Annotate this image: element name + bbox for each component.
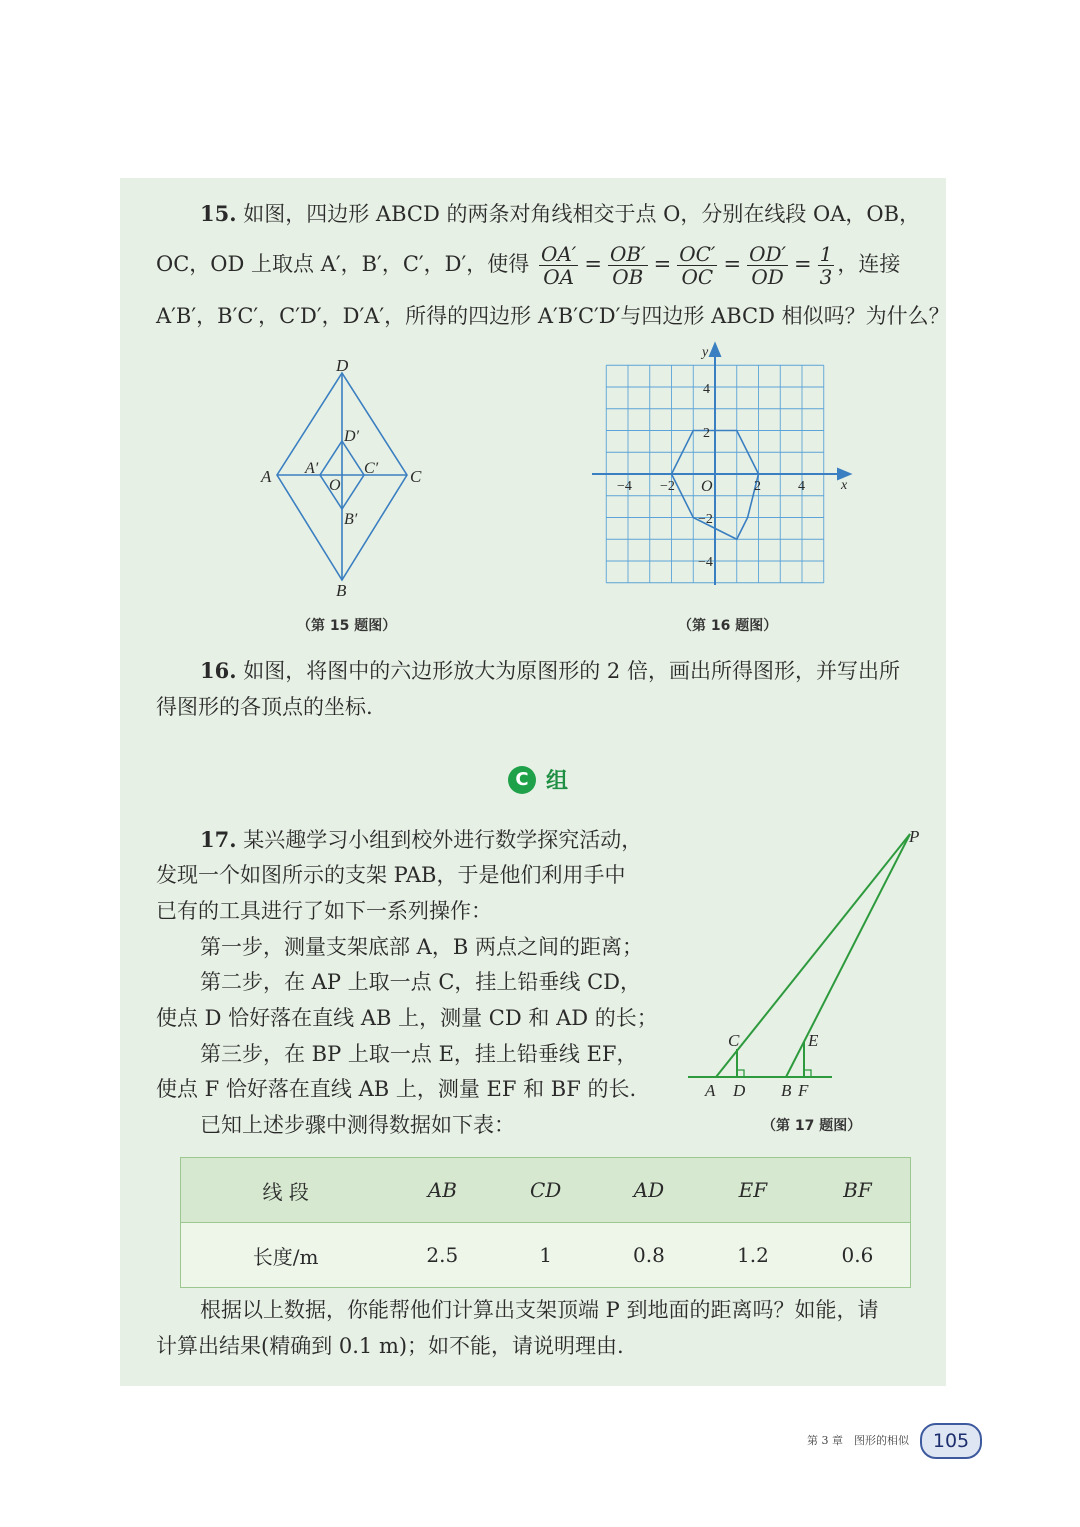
label-a: A [705, 1081, 716, 1100]
label-d: D [336, 356, 349, 375]
label-d: D [733, 1081, 746, 1100]
table-header: AD [597, 1158, 701, 1223]
problem-17-number: 17. [200, 827, 237, 852]
x-axis-label: x [841, 478, 848, 493]
equals-sign: = [653, 252, 672, 276]
problem-16-number: 16. [200, 658, 237, 683]
page-number: 105 [920, 1423, 982, 1459]
problem-15-text-2: OC，OD 上取点 A′，B′，C′，D′，使得 [156, 252, 530, 276]
tick-x-4: 4 [798, 479, 805, 494]
label-b-prime: B′ [344, 511, 358, 528]
table-header: EF [701, 1158, 805, 1223]
figure-16-grid [590, 340, 860, 590]
table-cell: 2.5 [426, 1243, 459, 1267]
problem-15-line-2 [156, 240, 900, 288]
tick-x-neg2: −2 [660, 479, 675, 494]
problem-17-table-intro: 已知上述步骤中测得数据如下表： [200, 1113, 515, 1137]
problem-17-question-2: 计算出结果(精确到 0.1 m)；如不能，请说明理由. [156, 1334, 624, 1358]
label-c-prime: C′ [364, 460, 379, 477]
label-a: A [261, 467, 272, 486]
right-angle-f [804, 1070, 811, 1077]
tick-x-2: 2 [754, 479, 761, 494]
table-header: AB [390, 1158, 494, 1223]
table-header-row [181, 1158, 911, 1223]
table-header: BF [805, 1158, 911, 1223]
table-cell: 0.8 [632, 1243, 665, 1267]
problem-16-text-1: 如图，将图中的六边形放大为原图形的 2 倍，画出所得图形，并写出所 [243, 659, 900, 683]
figure-16-caption: （第 16 题图） [678, 618, 778, 634]
problem-17-question-1: 根据以上数据，你能帮他们计算出支架顶端 P 到地面的距离吗？如能，请 [200, 1298, 879, 1322]
problem-17-text-1: 某兴趣学习小组到校外进行数学探究活动， [243, 828, 643, 852]
label-b: B [781, 1081, 792, 1100]
problem-17-step-3: 第三步，在 BP 上取一点 E，挂上铅垂线 EF， [200, 1042, 638, 1066]
table-row-label: 长度/m [252, 1244, 319, 1269]
equals-sign: = [723, 252, 742, 276]
equals-sign: = [794, 252, 812, 276]
origin-label: O [701, 478, 713, 495]
problem-17-step-2: 第二步，在 AP 上取一点 C，挂上铅垂线 CD， [200, 970, 641, 994]
tick-y-2: 2 [703, 426, 710, 441]
group-c-badge: C [508, 766, 536, 794]
tick-y-neg4: −4 [698, 555, 713, 570]
line-bp [786, 834, 910, 1077]
problem-16-line-2: 得图形的各顶点的坐标. [156, 695, 373, 719]
fraction-ob: $\frac{OB'}{OB}$ [609, 242, 646, 289]
chapter-footer: 第 3 章 图形的相似 [807, 1434, 909, 1447]
table-cell: 1.2 [737, 1243, 769, 1267]
figure-15-caption: （第 15 题图） [297, 618, 397, 634]
problem-16-line-1 [200, 653, 900, 689]
table-cell: 1 [539, 1243, 552, 1267]
label-c: C [410, 467, 422, 486]
group-c-heading [508, 764, 568, 795]
figure-17-support [680, 820, 930, 1105]
right-angle-d [737, 1070, 744, 1077]
label-o: O [329, 477, 341, 494]
label-c: C [728, 1031, 740, 1050]
fraction-od: $\frac{OD'}{OD}$ [749, 242, 787, 289]
problem-15-line-3: A′B′，B′C′，C′D′，D′A′，所得的四边形 A′B′C′D′与四边形 ABCD 相似吗？为什么？ [156, 304, 950, 328]
equals-sign: = [584, 252, 602, 276]
problem-17-line-2: 发现一个如图所示的支架 PAB，于是他们利用手中 [156, 863, 626, 887]
problem-17-step-3-cont: 使点 F 恰好落在直线 AB 上，测量 EF 和 BF 的长. [156, 1077, 637, 1101]
figure-17-caption: （第 17 题图） [762, 1118, 862, 1134]
table-header: CD [494, 1158, 597, 1223]
problem-17-step-1: 第一步，测量支架底部 A，B 两点之间的距离； [200, 935, 643, 959]
problem-17-line-3: 已有的工具进行了如下一系列操作： [156, 899, 492, 923]
tick-y-neg2: −2 [698, 512, 713, 527]
label-p: P [909, 827, 920, 846]
measurement-table [180, 1157, 911, 1288]
problem-17-step-2-cont: 使点 D 恰好落在直线 AB 上，测量 CD 和 AD 的长； [156, 1006, 658, 1030]
label-f: F [798, 1081, 809, 1100]
figure-15-rhombus [250, 355, 440, 600]
fraction-oc: $\frac{OC'}{OC}$ [679, 242, 716, 289]
problem-15-line-1 [200, 196, 920, 232]
label-e: E [808, 1031, 819, 1050]
table-cell: 0.6 [841, 1243, 874, 1267]
table-header: 线 段 [181, 1158, 391, 1223]
fraction-oa: $\frac{OA'}{OA}$ [540, 242, 577, 289]
tick-y-4: 4 [703, 382, 710, 397]
label-d-prime: D′ [344, 428, 360, 445]
problem-15-text-1: 如图，四边形 ABCD 的两条对角线相交于点 O，分别在线段 OA，OB， [243, 202, 921, 226]
fraction-one-third: $\frac{1}{3}$ [819, 242, 833, 289]
label-a-prime: A′ [305, 460, 319, 477]
problem-15-text-2-suffix: ，连接 [837, 252, 901, 276]
group-c-label: 组 [546, 769, 569, 794]
label-b: B [336, 581, 347, 600]
y-axis-arrow [710, 344, 720, 356]
problem-15-number: 15. [200, 201, 237, 226]
y-axis-label: y [702, 345, 709, 360]
table-row [181, 1223, 911, 1288]
problem-17-line-1 [200, 822, 642, 858]
tick-x-neg4: −4 [617, 479, 632, 494]
